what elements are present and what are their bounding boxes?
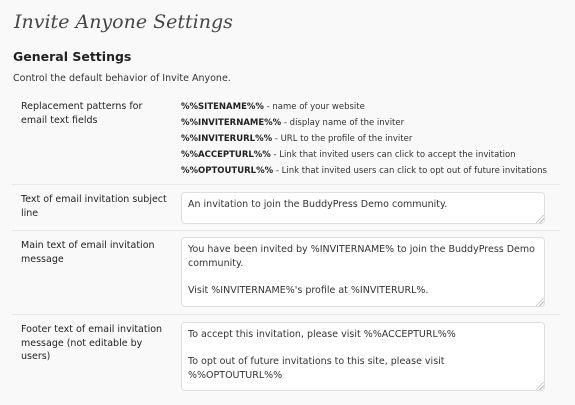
pattern-token: %%INVITERNAME%% xyxy=(181,118,282,128)
pattern-token: %%ACCEPTURL%% xyxy=(181,150,271,160)
replacement-pattern-list xyxy=(181,99,547,179)
pattern-description: - Link that invited users can click to accept the invitation xyxy=(270,150,516,160)
replacement-patterns-label: Replacement patterns for email text fields xyxy=(21,101,143,126)
pattern-description: - name of your website xyxy=(263,102,365,112)
pattern-token: %%SITENAME%% xyxy=(181,102,264,112)
row-divider xyxy=(12,314,560,315)
pattern-item-sitename xyxy=(181,99,547,115)
pattern-item-optouturl xyxy=(181,163,547,179)
section-description: Control the default behavior of Invite Anyone. xyxy=(13,73,231,84)
pattern-item-accepturl xyxy=(181,147,547,163)
subject-line-label: Text of email invitation subject line xyxy=(21,194,167,219)
message-text-field[interactable] xyxy=(181,237,545,307)
pattern-description: - Link that invited users can click to opt out of future invitations xyxy=(273,166,547,176)
resize-handle[interactable] xyxy=(536,298,544,306)
subject-line-field[interactable] xyxy=(181,192,545,224)
resize-handle[interactable] xyxy=(536,215,544,223)
message-text-label: Main text of email invitation message xyxy=(21,240,155,265)
footer-text-label: Footer text of email invitation message (not editable by users) xyxy=(21,324,163,362)
pattern-token: %%OPTOUTURL%% xyxy=(181,166,274,176)
pattern-token: %%INVITERURL%% xyxy=(181,134,273,144)
page-title: Invite Anyone Settings xyxy=(14,11,233,33)
pattern-description: - display name of the inviter xyxy=(281,118,405,128)
pattern-description: - URL to the profile of the inviter xyxy=(272,134,413,144)
section-title: General Settings xyxy=(13,49,132,64)
row-divider xyxy=(12,230,560,231)
pattern-item-invitername xyxy=(181,115,547,131)
footer-text-field[interactable] xyxy=(181,322,545,391)
row-divider xyxy=(12,184,560,185)
pattern-item-inviterurl xyxy=(181,131,547,147)
resize-handle[interactable] xyxy=(536,382,544,390)
